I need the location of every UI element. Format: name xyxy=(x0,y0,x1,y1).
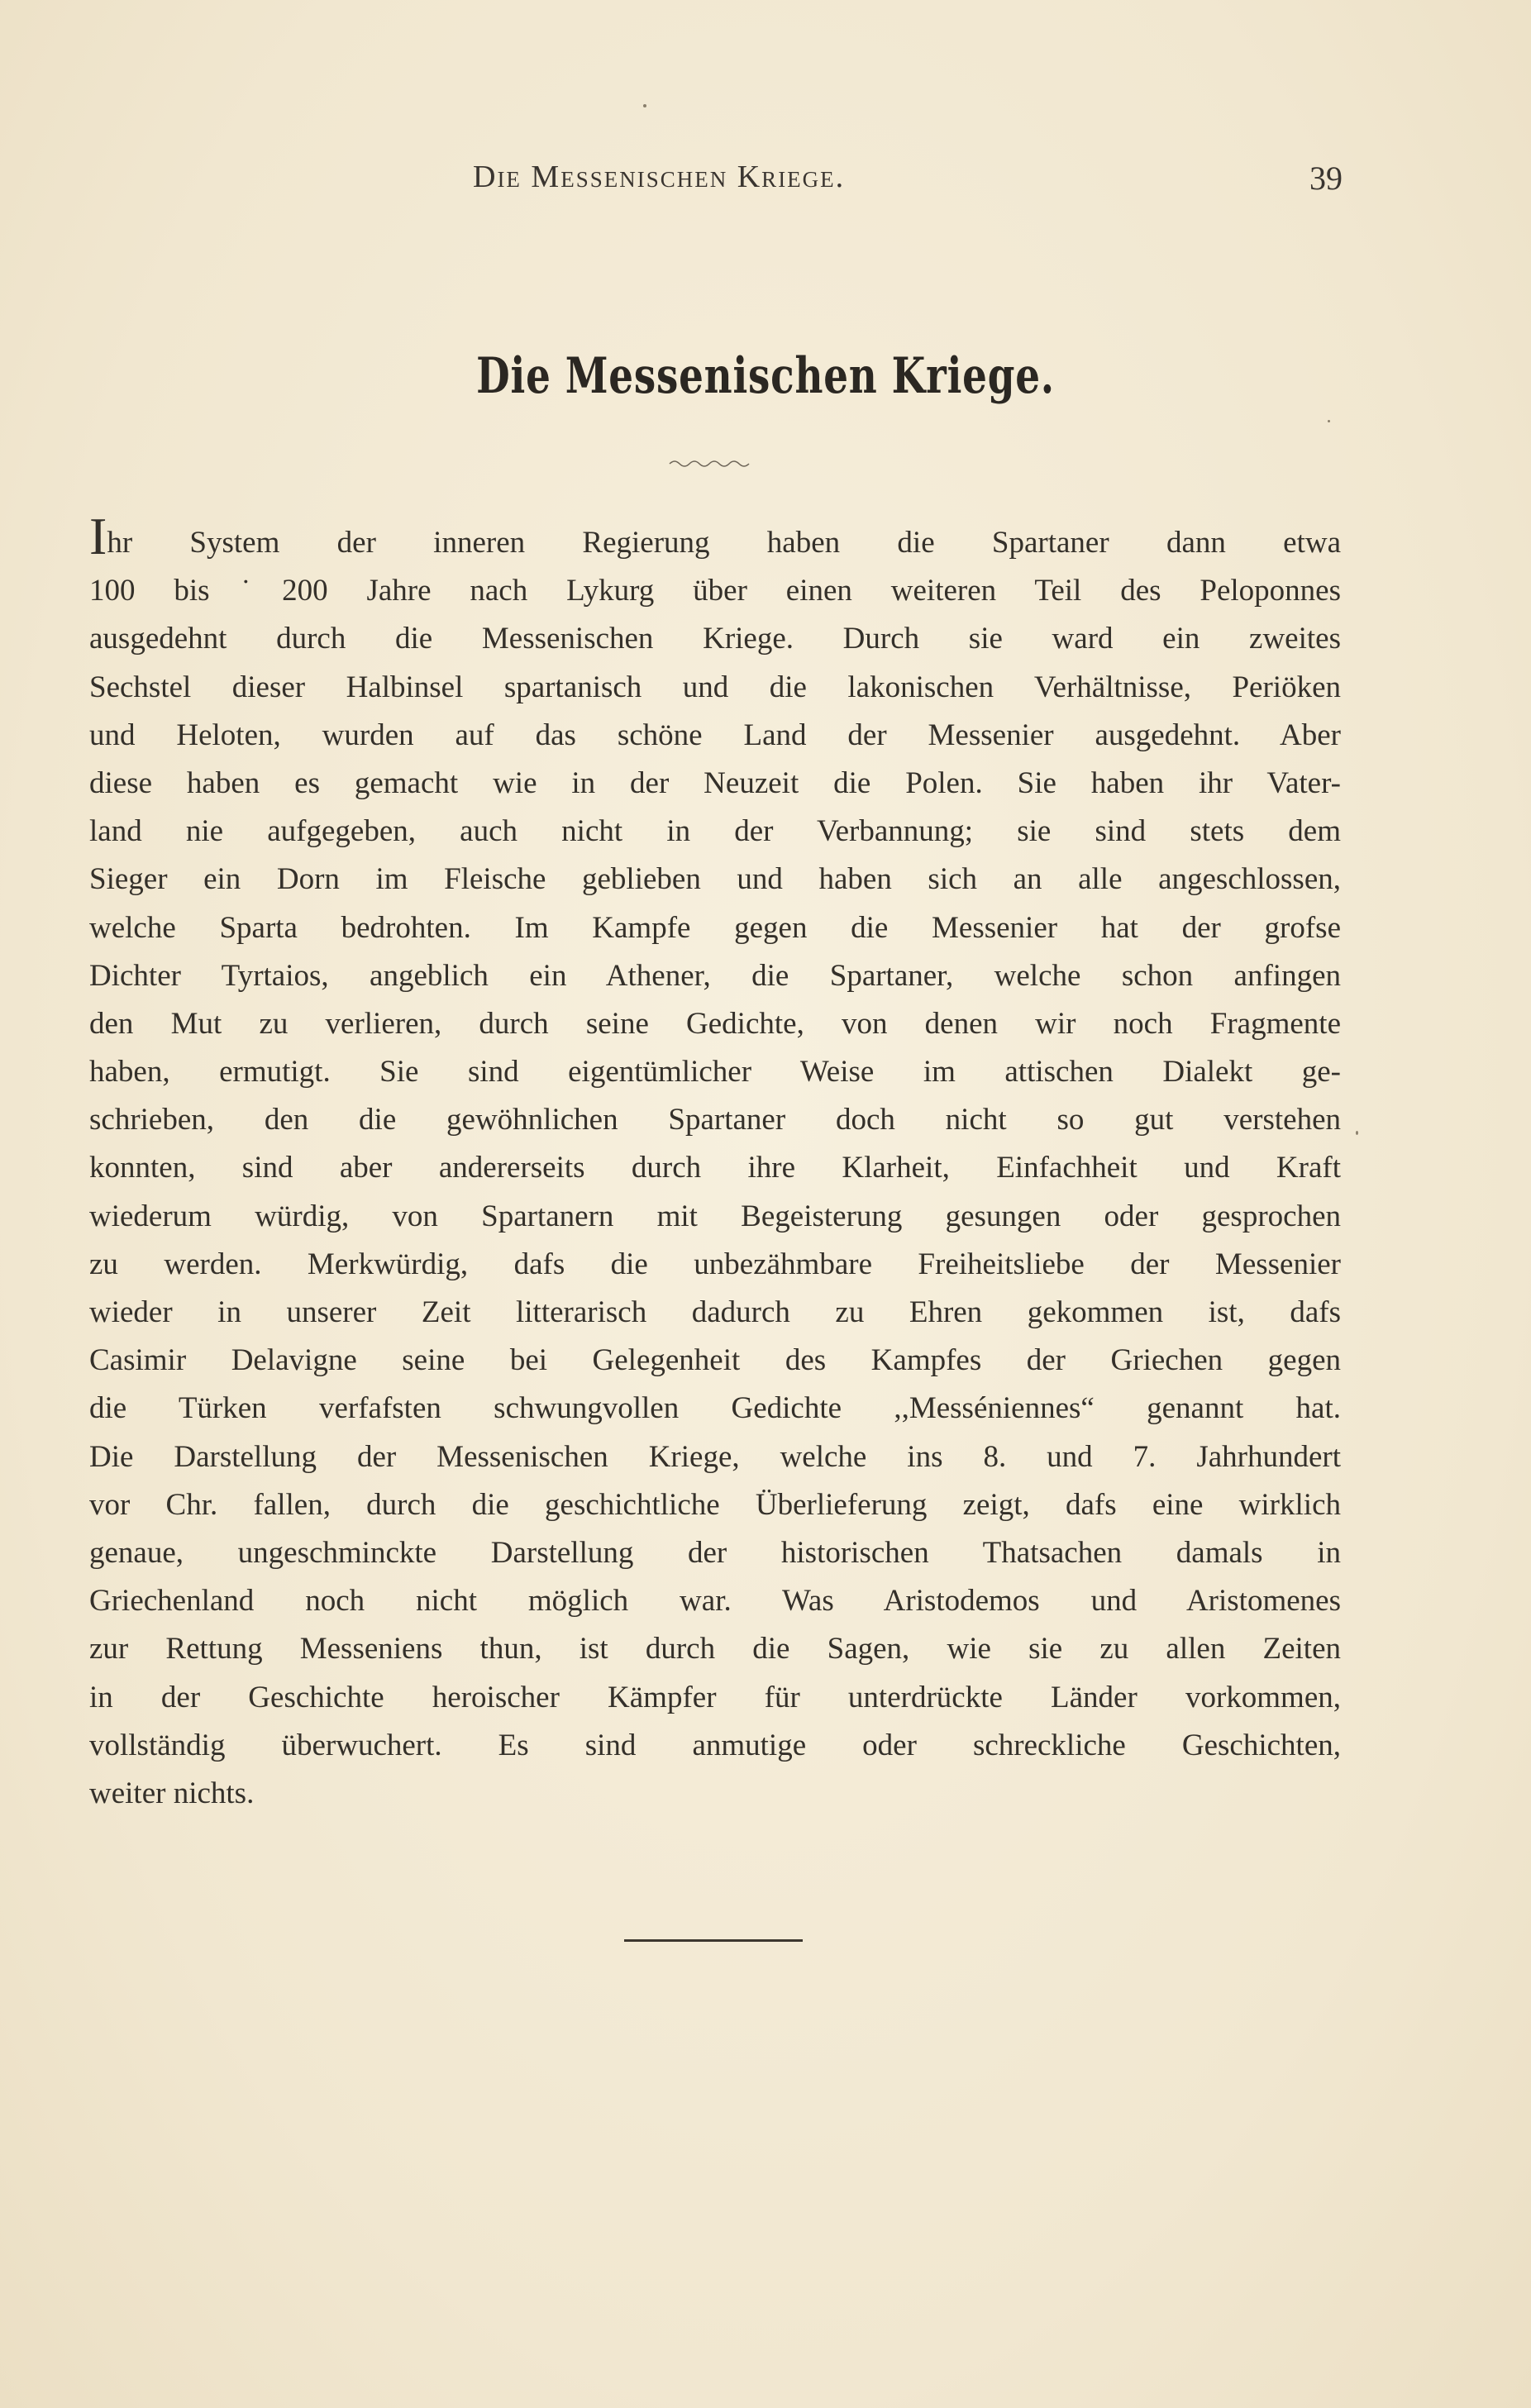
body-line: genaue, ungeschminckte Darstellung der historischen Thatsachen damals in xyxy=(89,1535,1341,1570)
body-line: diese haben es gemacht wie in der Neuzeit die Polen. Sie haben ihr Vater- xyxy=(89,765,1341,800)
body-line: Dichter Tyrtaios, angeblich ein Athener, die Spartaner, welche schon anfingen xyxy=(89,958,1341,993)
body-line: welche Sparta bedrohten. Im Kampfe gegen die Messenier hat der grofse xyxy=(89,910,1341,945)
paper-speck xyxy=(1328,420,1330,422)
body-line: Sieger ein Dorn im Fleische geblieben und haben sich an alle angeschlossen, xyxy=(89,862,1341,897)
body-line: zu werden. Merkwürdig, dafs die unbezähmbare Freiheitsliebe der Messenier xyxy=(89,1247,1341,1281)
initial-letter: I xyxy=(89,507,107,565)
body-line: konnten, sind aber andererseits durch ihre Klarheit, Einfachheit und Kraft xyxy=(89,1151,1341,1185)
running-head xyxy=(473,159,1343,205)
paper-speck xyxy=(643,104,646,107)
body-line: zur Rettung Messeniens thun, ist durch die Sagen, wie sie zu allen Zeiten xyxy=(89,1632,1341,1667)
body-line: wieder in unserer Zeit litterarisch dadurch zu Ehren gekommen ist, dafs xyxy=(89,1295,1341,1329)
body-line: vollständig überwuchert. Es sind anmutige oder schreckliche Geschichten, xyxy=(89,1728,1341,1762)
body-line: vor Chr. fallen, durch die geschichtliche Überlieferung zeigt, dafs eine wirklich xyxy=(89,1487,1341,1522)
body-line: Casimir Delavigne seine bei Gelegenheit des Kampfes der Griechen gegen xyxy=(89,1343,1341,1378)
body-paragraph xyxy=(89,507,1341,1818)
body-line: Die Darstellung der Messenischen Kriege, welche ins 8. und 7. Jahrhundert xyxy=(89,1439,1341,1474)
body-line: die Türken verfafsten schwungvollen Gedichte ,,Messéniennes“ genannt hat. xyxy=(89,1391,1341,1426)
body-line: den Mut zu verlieren, durch seine Gedichte, von denen wir noch Fragmente xyxy=(89,1006,1341,1041)
body-line: Ihr System der inneren Regierung haben die Spartaner dann etwa xyxy=(89,507,1341,565)
body-line: wiederum würdig, von Spartanern mit Begeisterung gesungen oder gesprochen xyxy=(89,1199,1341,1233)
body-line-last: weiter nichts. xyxy=(89,1776,255,1810)
chapter-title: Die Messenischen Kriege. xyxy=(476,347,1055,405)
running-head-title: Die Messenischen Kriege. xyxy=(473,160,846,194)
body-line: haben, ermutigt. Sie sind eigentümlicher Weise im attischen Dialekt ge- xyxy=(89,1055,1341,1090)
title-ornament xyxy=(668,456,751,468)
body-line: und Heloten, wurden auf das schöne Land der Messenier ausgedehnt. Aber xyxy=(89,718,1341,752)
page-number: 39 xyxy=(1309,160,1343,197)
body-line: in der Geschichte heroischer Kämpfer für unterdrückte Länder vorkommen, xyxy=(89,1680,1341,1714)
body-line: Griechenland noch nicht möglich war. Was Aristodemos und Aristomenes xyxy=(89,1584,1341,1619)
body-line: schrieben, den die gewöhnlichen Spartaner doch nicht so gut verstehen xyxy=(89,1103,1341,1137)
paper-speck xyxy=(1356,1131,1358,1135)
body-line: ausgedehnt durch die Messenischen Kriege. Durch sie ward ein zweites xyxy=(89,622,1341,656)
body-line: 100 bis˙200 Jahre nach Lykurg über einen weiteren Teil des Peloponnes xyxy=(89,574,1341,608)
end-rule xyxy=(624,1939,803,1942)
body-line: land nie aufgegeben, auch nicht in der Verbannung; sie sind stets dem xyxy=(89,814,1341,849)
body-line: Sechstel dieser Halbinsel spartanisch und die lakonischen Verhältnisse, Periöken xyxy=(89,670,1341,704)
